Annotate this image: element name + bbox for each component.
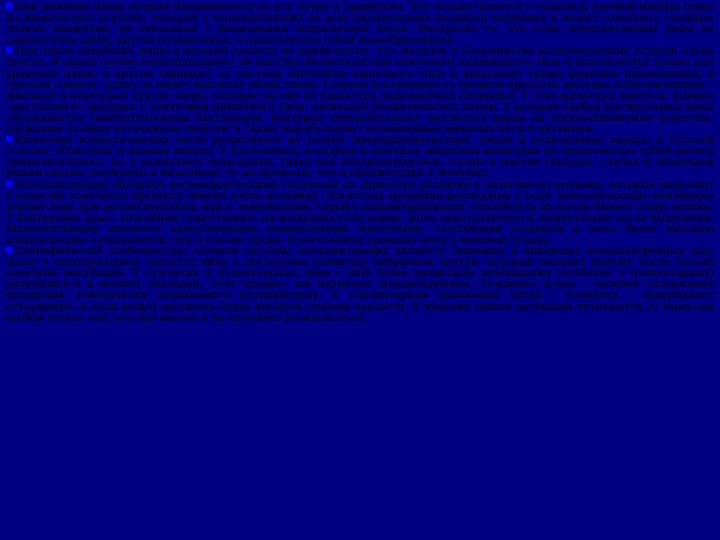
paragraph-text: Специфической особенностью половой системы млекопитающих является задержка в яйцеводах оплодотворённых яиц. Даже у однопроходных сносятся яйца с достаточно развитым эмбрионом внутри, который выходит наружу после весьма короткой инкубации. У сумчатых и плацентарных яйца с ещё более развитыми детёнышами (особенно у плацентарных) разрушаются в момент откладки. Этот процесс мы называем живорождением. Рождение плода – явление отторжения организма, генетически чужеродного материнскому. У плацентарных временный орган – плацента – задерживает отторжение, и плод может достигать очень высокой степени зрелости. У морских свинок детёныши отличаются от взрослых особей только тем, что они мельче и не способны размножаться.: [6, 245, 714, 324]
bullet-icon: [6, 136, 12, 142]
paragraph-kidneys: [6, 180, 714, 247]
paragraph-text: При жевании пища должна перемещаться во рту точно и правильно. Это осуществляется с помощью щечной мышцы (одна из мимических) и языка, который у млекопитающих во всех направлениях пронизан мышцами и может совершать сложные точные движения, не связанные с движениями подъязычной кости. Интересно то, что язык млекопитающих даже не гомологичен языку других позвоночных, а представляет собой новообразование.: [6, 1, 714, 47]
paragraph-text: Млекопитающие обладают метанефрическими (тазовыми по характеру развития в онтогенезе) почками, которые выделяют в качестве конечного продукта обмена азота мочевину. Поскольку мочевина растворима в воде, млекопитающие неизбежно теряют воду при мочеиспускании, как и земноводные. Однако концентрирующая способность их почек бывает очень велика. У кенгуровых крыс, способных существовать на воздушносухом корме, моча кристаллизуется моментально после выделения. Млекопитающие являются единственными позвоночными животными, способными создавать в моче более высокую концентрацию электролитов, чем в плазме крови. Мочеточники проводят мочу в мочевой пузырь.: [6, 178, 714, 246]
paragraph-reproduction: [6, 246, 714, 324]
paragraph-text: При такой обработке пищи в ротовой полости не удивительно, что желудок у большинства млекопитающих устроен очень просто. В одном случае (однопроходные) он выстлан безжелезистым эпителием пищеводного типа и используется только для хранения пищи, в другом (хищные) он выстлан эпителием кишечного типа и выполняет также функцию пищеварения, в третьем (свиньи, люди) он имеет выстилку обоих типов. Главное исключение из правила простоты желудка млекопитающих – жвачные и некоторые другие звери, похожие на них по характеру пищеварения (ленивцы). У этих животных имеется, помимо «настоящего» желудка с эпителием кишечного типа, несколько безжелезистых камер, в которых грубая растительная пища сбраживается симбиотическими бактериями. Бактерии перерабатывают целлюлозу корма на легкоусваиваемые вещества, служащие хозяину источником энергии, а также вырабатывают незаменимые аминокислоты и витамины.: [6, 45, 714, 136]
bullet-icon: [6, 247, 12, 253]
paragraph-chewing: [6, 2, 714, 46]
paragraph-stomach: [6, 46, 714, 135]
bullet-icon: [6, 47, 12, 53]
paragraph-intestine: [6, 135, 714, 179]
bullet-icon: [6, 181, 12, 187]
paragraph-text: Кишечник млекопитающих четко разделяется на тонкий (двенадцатиперстная, тощая и подвздошная кишка) и толстый (слепая, ободочная и прямая кишка). У плотоядных, всеядных и жвачных животных кишечник не представляет собой ничего примечательного, но у нежвачных травоядных, таких как непарнокопытные, слоны и многие грызуны, слепая и ободочная кишки сильно увеличены и выполняют ту же функцию, что и преджелудки у жвачных.: [6, 134, 714, 180]
bullet-icon: [6, 3, 12, 9]
slide-text-body: [6, 2, 714, 324]
